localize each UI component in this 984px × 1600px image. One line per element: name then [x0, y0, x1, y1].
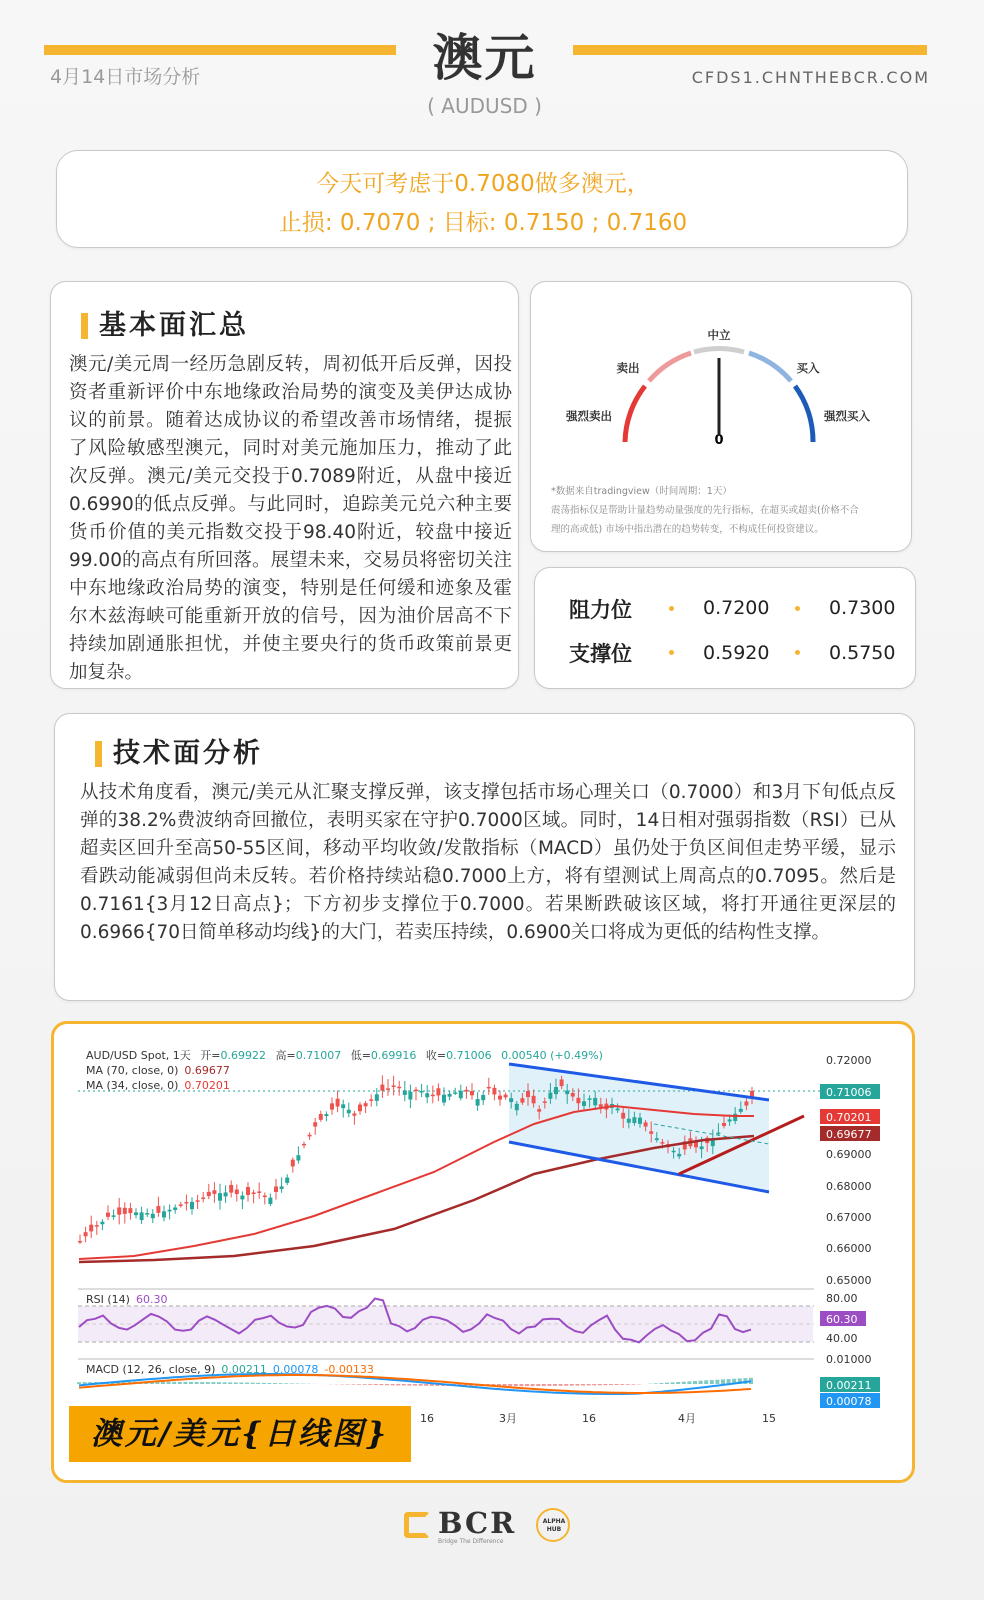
candle-body: [660, 1142, 664, 1144]
candle-body: [638, 1118, 642, 1124]
legend-high: 0.71007: [295, 1049, 342, 1062]
candle-body: [627, 1119, 631, 1123]
candle-body: [403, 1090, 407, 1095]
macd-bar: [161, 1382, 165, 1384]
macd-bar: [290, 1383, 294, 1384]
candle-body: [526, 1091, 530, 1097]
macd-bar: [251, 1383, 255, 1384]
candle-body: [431, 1095, 435, 1097]
legend-open-label: 开=: [200, 1049, 221, 1062]
candle-body: [140, 1212, 144, 1220]
macd-bar: [592, 1384, 596, 1385]
macd-bar: [514, 1384, 518, 1386]
candle-body: [246, 1187, 250, 1195]
candle-body: [414, 1090, 418, 1092]
legend-ma70-label: MA (70, close, 0): [86, 1064, 179, 1077]
gauge-label-strong-buy: 强烈买入: [824, 409, 870, 423]
candle-body: [117, 1207, 121, 1214]
candle-body: [179, 1204, 183, 1206]
legend-macd: [86, 1363, 374, 1376]
support-dot-2: [795, 650, 800, 655]
technical-body: 从技术角度看，澳元/美元从汇聚支撑反弹，该支撑包括市场心理关口（0.7000）和3月下旬低点反弹的38.2%费波纳奇回撤位，表明买家在守护0.7000区域。同时，14日相对强弱指数（RSI）已从超卖区回升至高50-55区间，移动平均收敛/发散指标（MACD）虽仍处于负区间但走势平缓，显示看跌动能减弱但尚未反转。若价格持续站稳0.7000上方，将有望测试上周高点的0.7095。然后是0.7161{3月12日高点}；下方初步支撑位于0.7000。若果断跌破该区域，将打开通往更深层的0.6966{70日简单移动均线}的大门，若卖压持续，0.6900关口将成为更低的结构性支撑。: [80, 782, 896, 943]
macd-bar: [228, 1382, 232, 1384]
gauge-reading: 0: [714, 433, 724, 448]
candle-body: [593, 1098, 597, 1105]
legend-close: 0.71006: [446, 1049, 492, 1062]
candle-body: [89, 1225, 93, 1232]
price-tick-4: 0.66000: [826, 1242, 872, 1255]
macd-bar: [659, 1383, 663, 1384]
candle-body: [453, 1092, 457, 1094]
macd-bar: [536, 1384, 540, 1386]
levels-card: [534, 567, 916, 689]
macd-bar: [402, 1384, 406, 1385]
candle-body: [448, 1094, 452, 1097]
price-tick-3: 0.67000: [826, 1211, 872, 1224]
time-tick-4: 15: [762, 1412, 776, 1425]
badge-last: 0.71006: [826, 1086, 872, 1099]
legend-rsi-label: RSI (14): [86, 1293, 130, 1306]
legend-macd3: -0.00133: [324, 1363, 374, 1376]
candle-body: [386, 1088, 390, 1090]
candle-body: [173, 1208, 177, 1210]
macd-bar: [676, 1382, 680, 1384]
candle-body: [308, 1135, 312, 1137]
legend-rsi: [86, 1293, 167, 1306]
rsi-tick-0: 80.00: [826, 1292, 858, 1305]
candle-body: [739, 1109, 743, 1112]
macd-bar: [234, 1382, 238, 1384]
technical-card: [54, 713, 915, 1001]
macd-bar: [424, 1384, 428, 1386]
alpha-hub-text: ALPHA HUB: [542, 1518, 566, 1533]
candle-body: [369, 1099, 373, 1101]
gauge-label-sell: 卖出: [616, 361, 640, 375]
candle-body: [112, 1215, 116, 1217]
candle-body: [655, 1138, 659, 1140]
macd-bar: [654, 1383, 658, 1384]
badge-ma34: 0.70201: [826, 1111, 872, 1124]
badge-ma70: 0.69677: [826, 1128, 872, 1141]
price-tick-0: 0.72000: [826, 1054, 872, 1067]
macd-bar: [374, 1384, 378, 1385]
candle-body: [621, 1113, 625, 1119]
candle-body: [224, 1192, 228, 1196]
candle-body: [532, 1096, 536, 1104]
candle-body: [375, 1094, 379, 1100]
macd-bar: [631, 1384, 635, 1385]
macd-bar: [284, 1383, 288, 1384]
badge-macd1: 0.00211: [826, 1379, 872, 1392]
candle-body: [588, 1098, 592, 1100]
macd-bar: [542, 1384, 546, 1386]
gauge-note-2: 震荡指标仅是帮助计量趋势动量强度的先行指标，在超买或超卖(价格不合: [551, 505, 859, 516]
legend-line1: [86, 1048, 603, 1062]
legend-high-label: 高=: [275, 1049, 296, 1062]
bcr-logo-mark: [404, 1512, 430, 1538]
time-tick-1: 3月: [499, 1412, 517, 1425]
legend-low-label: 低=: [350, 1049, 371, 1062]
candle-body: [296, 1155, 300, 1160]
candle-body: [285, 1178, 289, 1183]
candle-body: [420, 1091, 424, 1093]
macd-bar: [77, 1382, 81, 1384]
support-level-1: 0.5920: [703, 642, 770, 664]
macd-bar: [351, 1384, 355, 1385]
macd-bar: [413, 1384, 417, 1386]
candle-body: [442, 1095, 446, 1103]
macd-bar: [262, 1383, 266, 1384]
candle-body: [358, 1105, 362, 1112]
macd-bar: [519, 1384, 523, 1386]
macd-bar: [172, 1382, 176, 1384]
macd-bar: [665, 1383, 669, 1384]
legend-ma34-value: 0.70201: [184, 1079, 230, 1092]
candle-body: [722, 1123, 726, 1126]
candle-body: [324, 1114, 328, 1116]
candle-body: [476, 1099, 480, 1106]
candle-body: [162, 1211, 166, 1217]
price-tick-2: 0.68000: [826, 1180, 872, 1193]
macd-bar: [357, 1384, 361, 1385]
candle-body: [498, 1096, 502, 1100]
macd-bar: [693, 1381, 697, 1384]
candle-body: [240, 1196, 244, 1200]
candle-body: [599, 1104, 603, 1107]
candle-body: [459, 1091, 463, 1098]
fundamentals-card: [50, 281, 519, 689]
macd-bar: [553, 1384, 557, 1386]
macd-bar: [682, 1382, 686, 1384]
candle-body: [100, 1222, 104, 1225]
recommendation-line1: 今天可考虑于0.7080做多澳元，: [316, 171, 650, 197]
macd-tick-0: 0.01000: [826, 1353, 872, 1366]
alpha-hub-badge: [536, 1508, 570, 1542]
candle-body: [252, 1192, 256, 1194]
macd-bar: [346, 1384, 350, 1385]
gauge-arc-strong-sell: [625, 386, 645, 442]
candle-body: [649, 1131, 653, 1133]
resistance-label: 阻力位: [569, 598, 632, 622]
fundamentals-title: 基本面汇总: [81, 310, 249, 342]
macd-bar: [547, 1384, 551, 1386]
candle-body: [106, 1213, 110, 1217]
time-tick-3: 4月: [678, 1412, 696, 1425]
candle-body: [543, 1101, 547, 1103]
candle-body: [515, 1104, 519, 1110]
candle-body: [436, 1088, 440, 1095]
candle-body: [425, 1093, 429, 1097]
candle-body: [330, 1103, 334, 1109]
candle-body: [341, 1104, 345, 1108]
legend-close-label: 收=: [425, 1049, 447, 1062]
candle-body: [201, 1198, 205, 1200]
support-label: 支撑位: [569, 642, 632, 666]
macd-bar: [267, 1383, 271, 1384]
macd-bar: [223, 1382, 227, 1384]
candle-body: [336, 1099, 340, 1107]
chart-caption: 澳元/美元{日线图}: [69, 1406, 411, 1462]
macd-bar: [385, 1384, 389, 1385]
candle-body: [716, 1133, 720, 1135]
legend-macd-label: MACD (12, 26, close, 9): [86, 1363, 216, 1376]
price-tick-1: 0.69000: [826, 1148, 872, 1161]
macd-bar: [598, 1384, 602, 1385]
candle-body: [280, 1186, 284, 1189]
macd-bar: [195, 1382, 199, 1384]
macd-bar: [407, 1384, 411, 1386]
macd-bar: [615, 1384, 619, 1385]
badge-rsi: 60.30: [826, 1313, 858, 1326]
resistance-dot-1: [669, 606, 674, 611]
macd-bar: [256, 1383, 260, 1384]
legend-low: 0.69916: [370, 1049, 417, 1062]
candle-body: [677, 1154, 681, 1157]
candle-body: [672, 1151, 676, 1153]
macd-bar: [531, 1384, 535, 1386]
candle-body: [184, 1202, 188, 1204]
site-url[interactable]: CFDS1.CHNTHEBCR.COM: [691, 68, 930, 87]
macd-bar: [167, 1382, 171, 1384]
candle-body: [464, 1090, 468, 1092]
macd-bar: [715, 1380, 719, 1384]
candle-body: [582, 1101, 586, 1106]
legend-rsi-value: 60.30: [135, 1293, 168, 1306]
macd-bar: [200, 1382, 204, 1384]
macd-bar: [189, 1382, 193, 1384]
candle-body: [229, 1185, 233, 1193]
bcr-logo-text: BCR: [438, 1506, 517, 1540]
macd-bar: [687, 1381, 691, 1384]
macd-bar: [419, 1384, 423, 1386]
candle-body: [700, 1146, 704, 1149]
candle-body: [733, 1114, 737, 1121]
legend-ma70-value: 0.69677: [184, 1064, 230, 1077]
macd-bar: [525, 1384, 529, 1386]
header-right-bar: [573, 45, 927, 55]
candle-body: [274, 1186, 278, 1192]
candle-body: [644, 1122, 648, 1126]
time-tick-2: 16: [582, 1412, 596, 1425]
candle-body: [509, 1098, 513, 1102]
candle-body: [190, 1202, 194, 1209]
candle-body: [392, 1085, 396, 1087]
candle-body: [196, 1200, 200, 1202]
candle-body: [616, 1108, 620, 1110]
recommendation-card: [56, 150, 908, 248]
macd-bar: [83, 1382, 87, 1384]
candle-body: [123, 1208, 127, 1214]
rsi-tick-1: 40.00: [826, 1332, 858, 1345]
macd-bar: [581, 1384, 585, 1386]
candle-body: [302, 1144, 306, 1146]
candle-body: [352, 1113, 356, 1115]
legend-macd1: 0.00211: [221, 1363, 267, 1376]
macd-bar: [564, 1384, 568, 1386]
chart-card: [51, 1021, 915, 1483]
legend-symbol: AUD/USD Spot, 1天: [86, 1049, 191, 1062]
macd-bar: [391, 1384, 395, 1385]
candle-body: [408, 1092, 412, 1100]
candle-body: [554, 1087, 558, 1094]
macd-bar: [217, 1382, 221, 1384]
candle-body: [128, 1208, 132, 1213]
gauge-arc-sell: [649, 353, 691, 381]
candle-body: [263, 1196, 267, 1198]
macd-bar: [368, 1384, 372, 1385]
candle-body: [487, 1087, 491, 1089]
macd-bar: [178, 1382, 182, 1384]
candle-body: [207, 1192, 211, 1196]
candle-body: [218, 1193, 222, 1200]
page-subtitle: ( AUDUSD ): [427, 94, 542, 118]
legend-ma34: [86, 1079, 230, 1092]
support-level-2: 0.5750: [829, 642, 896, 664]
footer-logo: [404, 1506, 584, 1546]
gauge-note-3: 理的高或低) 市场中指出潜在的趋势转变，不构成任何投资建议。: [551, 524, 824, 535]
time-tick-0: 16: [420, 1412, 434, 1425]
badge-macd2: 0.00078: [826, 1395, 872, 1408]
candle-body: [504, 1095, 508, 1098]
gauge-arc-strong-buy: [795, 386, 813, 442]
candle-body: [257, 1191, 261, 1193]
gauge-note-1: *数据来自tradingview（时间周期：1天）: [551, 486, 732, 497]
gauge-arc-buy: [749, 353, 791, 381]
report-date: 4月14日市场分析: [50, 66, 201, 88]
candle-body: [632, 1117, 636, 1123]
candle-body: [571, 1093, 575, 1097]
macd-bar: [279, 1383, 283, 1384]
legend-change: 0.00540 (+0.49%): [501, 1049, 603, 1062]
candle-body: [576, 1098, 580, 1103]
macd-bar: [508, 1384, 512, 1386]
candle-body: [84, 1232, 88, 1236]
technical-title: 技术面分析: [95, 738, 263, 770]
recommendation-line2: 止损: 0.7070 ; 目标: 0.7150 ; 0.7160: [278, 210, 688, 236]
resistance-dot-2: [795, 606, 800, 611]
candle-body: [537, 1109, 541, 1111]
legend-ma70: [86, 1064, 230, 1077]
candle-body: [319, 1114, 323, 1120]
macd-bar: [671, 1382, 675, 1384]
legend-macd2: 0.00078: [272, 1363, 319, 1376]
header-left-bar: [44, 45, 396, 55]
candle-body: [145, 1213, 149, 1215]
macd-bar: [570, 1384, 574, 1386]
candle-body: [212, 1190, 216, 1194]
resistance-level-2: 0.7300: [829, 597, 896, 619]
macd-bar: [379, 1384, 383, 1385]
candle-body: [470, 1091, 474, 1095]
candle-body: [268, 1198, 272, 1204]
fundamentals-body: 澳元/美元周一经历急剧反转，周初低开后反弹，因投资者重新评价中东地缘政治局势的演变及美伊达成协议的前景。随着达成协议的希望改善市场情绪，提振了风险敏感型澳元，同时对美元施加压力，推动了此次反弹。澳元/美元交投于0.7089附近，从盘中接近0.6990的低点反弹。与此同时，追踪美元兑六种主要货币价值的美元指数交投于98.40附近，较盘中接近99.00的高点有所回落。展望未来，交易员将密切关注中东地缘政治局势的演变，特别是任何缓和迹象及霍尔木兹海峡可能重新开放的信号，因为油价居高不下持续加剧通胀担忧，并使主要央行的货币政策前景更加复杂。: [69, 354, 512, 683]
price-tick-5: 0.65000: [826, 1274, 872, 1287]
candle-body: [291, 1160, 295, 1167]
bcr-tagline: Bridge The Difference: [438, 1538, 504, 1545]
page-title: 澳元: [432, 29, 537, 87]
candle-body: [134, 1212, 138, 1215]
candle-body: [520, 1098, 524, 1102]
macd-bar: [609, 1384, 613, 1385]
candle-body: [347, 1110, 351, 1113]
macd-bar: [245, 1383, 249, 1384]
macd-bar: [211, 1382, 215, 1384]
macd-bar: [626, 1384, 630, 1385]
macd-bar: [363, 1384, 367, 1385]
macd-bar: [710, 1380, 714, 1384]
gauge-label-neutral: 中立: [707, 328, 731, 342]
candle-body: [548, 1093, 552, 1099]
gauge-arc-neutral: [694, 349, 744, 352]
gauge-label-strong-sell: 强烈卖出: [566, 409, 612, 423]
candle-body: [156, 1206, 160, 1213]
candle-body: [151, 1214, 155, 1218]
macd-bar: [620, 1384, 624, 1385]
candle-body: [728, 1119, 732, 1121]
candle-body: [95, 1225, 99, 1227]
candle-body: [492, 1088, 496, 1095]
support-dot-1: [669, 650, 674, 655]
legend-open: 0.69922: [220, 1049, 266, 1062]
candle-body: [380, 1085, 384, 1091]
macd-bar: [704, 1380, 708, 1384]
macd-bar: [559, 1384, 563, 1386]
gauge-label-buy: 买入: [796, 361, 820, 375]
candle-body: [744, 1101, 748, 1105]
macd-bar: [206, 1382, 210, 1384]
legend-ma34-label: MA (34, close, 0): [86, 1079, 179, 1092]
candle-body: [481, 1095, 485, 1100]
candle-body: [235, 1190, 239, 1195]
candle-body: [78, 1241, 82, 1243]
resistance-level-1: 0.7200: [703, 597, 770, 619]
macd-bar: [721, 1379, 725, 1384]
candle-body: [397, 1087, 401, 1089]
macd-bar: [239, 1383, 243, 1384]
macd-bar: [699, 1381, 703, 1384]
candle-body: [168, 1210, 172, 1212]
macd-bar: [183, 1382, 187, 1384]
candle-body: [560, 1079, 564, 1086]
macd-bar: [603, 1384, 607, 1385]
candle-body: [565, 1091, 569, 1095]
macd-bar: [273, 1383, 277, 1384]
candle-body: [313, 1122, 317, 1126]
macd-bar: [575, 1384, 579, 1386]
macd-bar: [396, 1384, 400, 1385]
gauge-card: [530, 281, 912, 552]
macd-bar: [587, 1384, 591, 1385]
candle-body: [364, 1103, 368, 1106]
